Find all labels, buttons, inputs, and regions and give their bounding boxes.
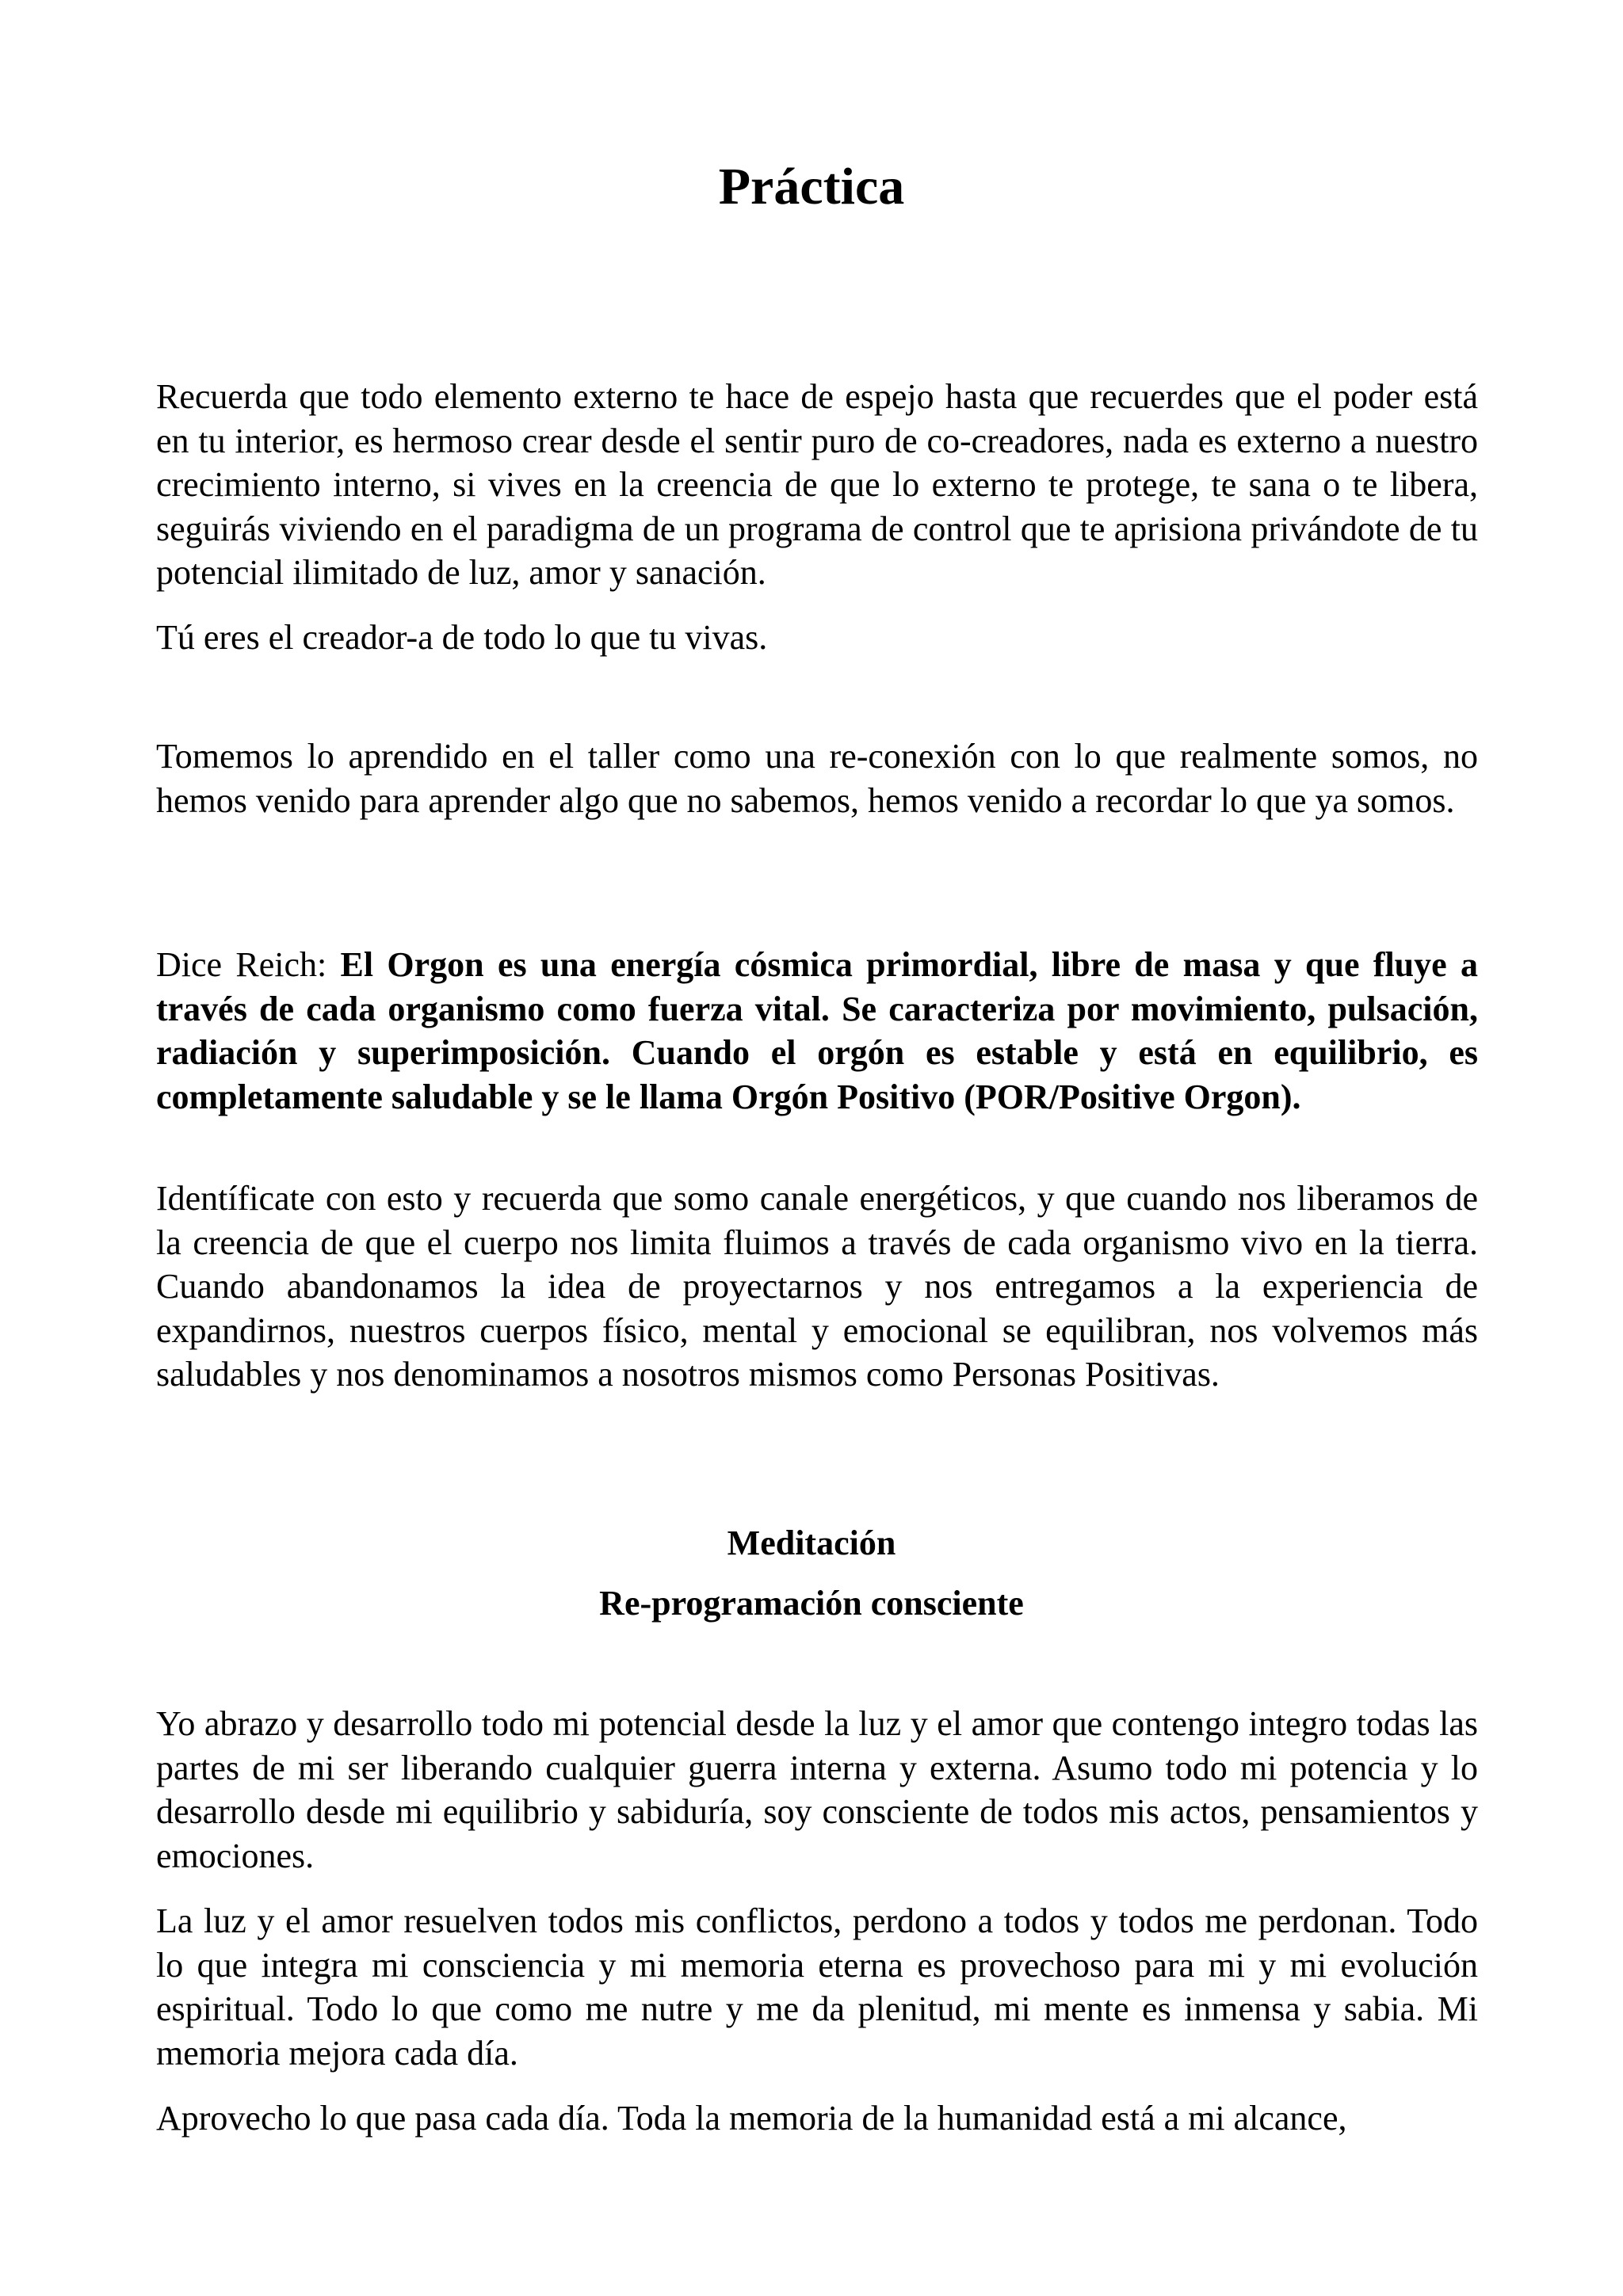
section-subheading: Re-programación consciente [599,1584,1024,1623]
paragraph-embrace: Yo abrazo y desarrollo todo mi potencial desde la luz y el amor que contengo integro todas las partes de mi ser liberando cualquier guerra interna y externa. Asumo todo mi potencia y lo desarrollo desde mi equilibrio y sabiduría, soy consciente de todos mis actos, pensamientos y emociones. [156,1704,1478,1875]
paragraph-identify: Identíficate con esto y recuerda que somo canale energéticos, y que cuando nos liberamos de la creencia de que el cuerpo nos limita fluimos a través de cada organismo vivo en la tierra. Cuando abandonamos la idea de proyectarnos y nos entregamos a la experiencia de expandirnos, nuestros cuerpos físico, mental y emocional se equilibran, nos volvemos más saludables y nos denominamos a nosotros mismos como Personas Positivas. [156,1179,1478,1394]
page-title: Práctica [718,158,905,215]
paragraph-reich-quote [156,943,1478,1119]
paragraph-memory: Aprovecho lo que pasa cada día. Toda la memoria de la humanidad está a mi alcance, [156,2099,1347,2138]
paragraph-creator: Tú eres el creador-a de todo lo que tu vivas. [156,618,768,657]
reich-quote: El Orgon es una energía cósmica primordial, libre de masa y que fluye a través de cada organismo como fuerza vital. Se caracteriza por movimiento, pulsación, radiación y superimposición. Cuando el orgón es estable y está en equilibrio, es completamente saludable y se le llama Orgón Positivo (POR/Positive Orgon). [156,945,1478,1116]
quote-intro: Dice Reich: [156,945,341,984]
section-heading: Meditación [727,1524,896,1562]
paragraph-mirror: Recuerda que todo elemento externo te hace de espejo hasta que recuerdes que el poder está en tu interior, es hermoso crear desde el sentir puro de co-creadores, nada es externo a nuestro crecimiento interno, si vives en la creencia de que lo externo te protege, te sana o te libera, seguirás viviendo en el paradigma de un programa de control que te aprisiona privándote de tu potencial ilimitado de luz, amor y sanación. [156,377,1478,592]
paragraph-light-love: La luz y el amor resuelven todos mis conflictos, perdono a todos y todos me perdonan. Todo lo que integra mi consciencia y mi memoria eterna es provechoso para mi y mi evolución espiritual. Todo lo que como me nutre y me da plenitud, mi mente es inmensa y sabia. Mi memoria mejora cada día. [156,1901,1478,2073]
paragraph-reconnection: Tomemos lo aprendido en el taller como una re-conexión con lo que realmente somos, no hemos venido para aprender algo que no sabemos, hemos venido a recordar lo que ya somos. [156,737,1478,820]
